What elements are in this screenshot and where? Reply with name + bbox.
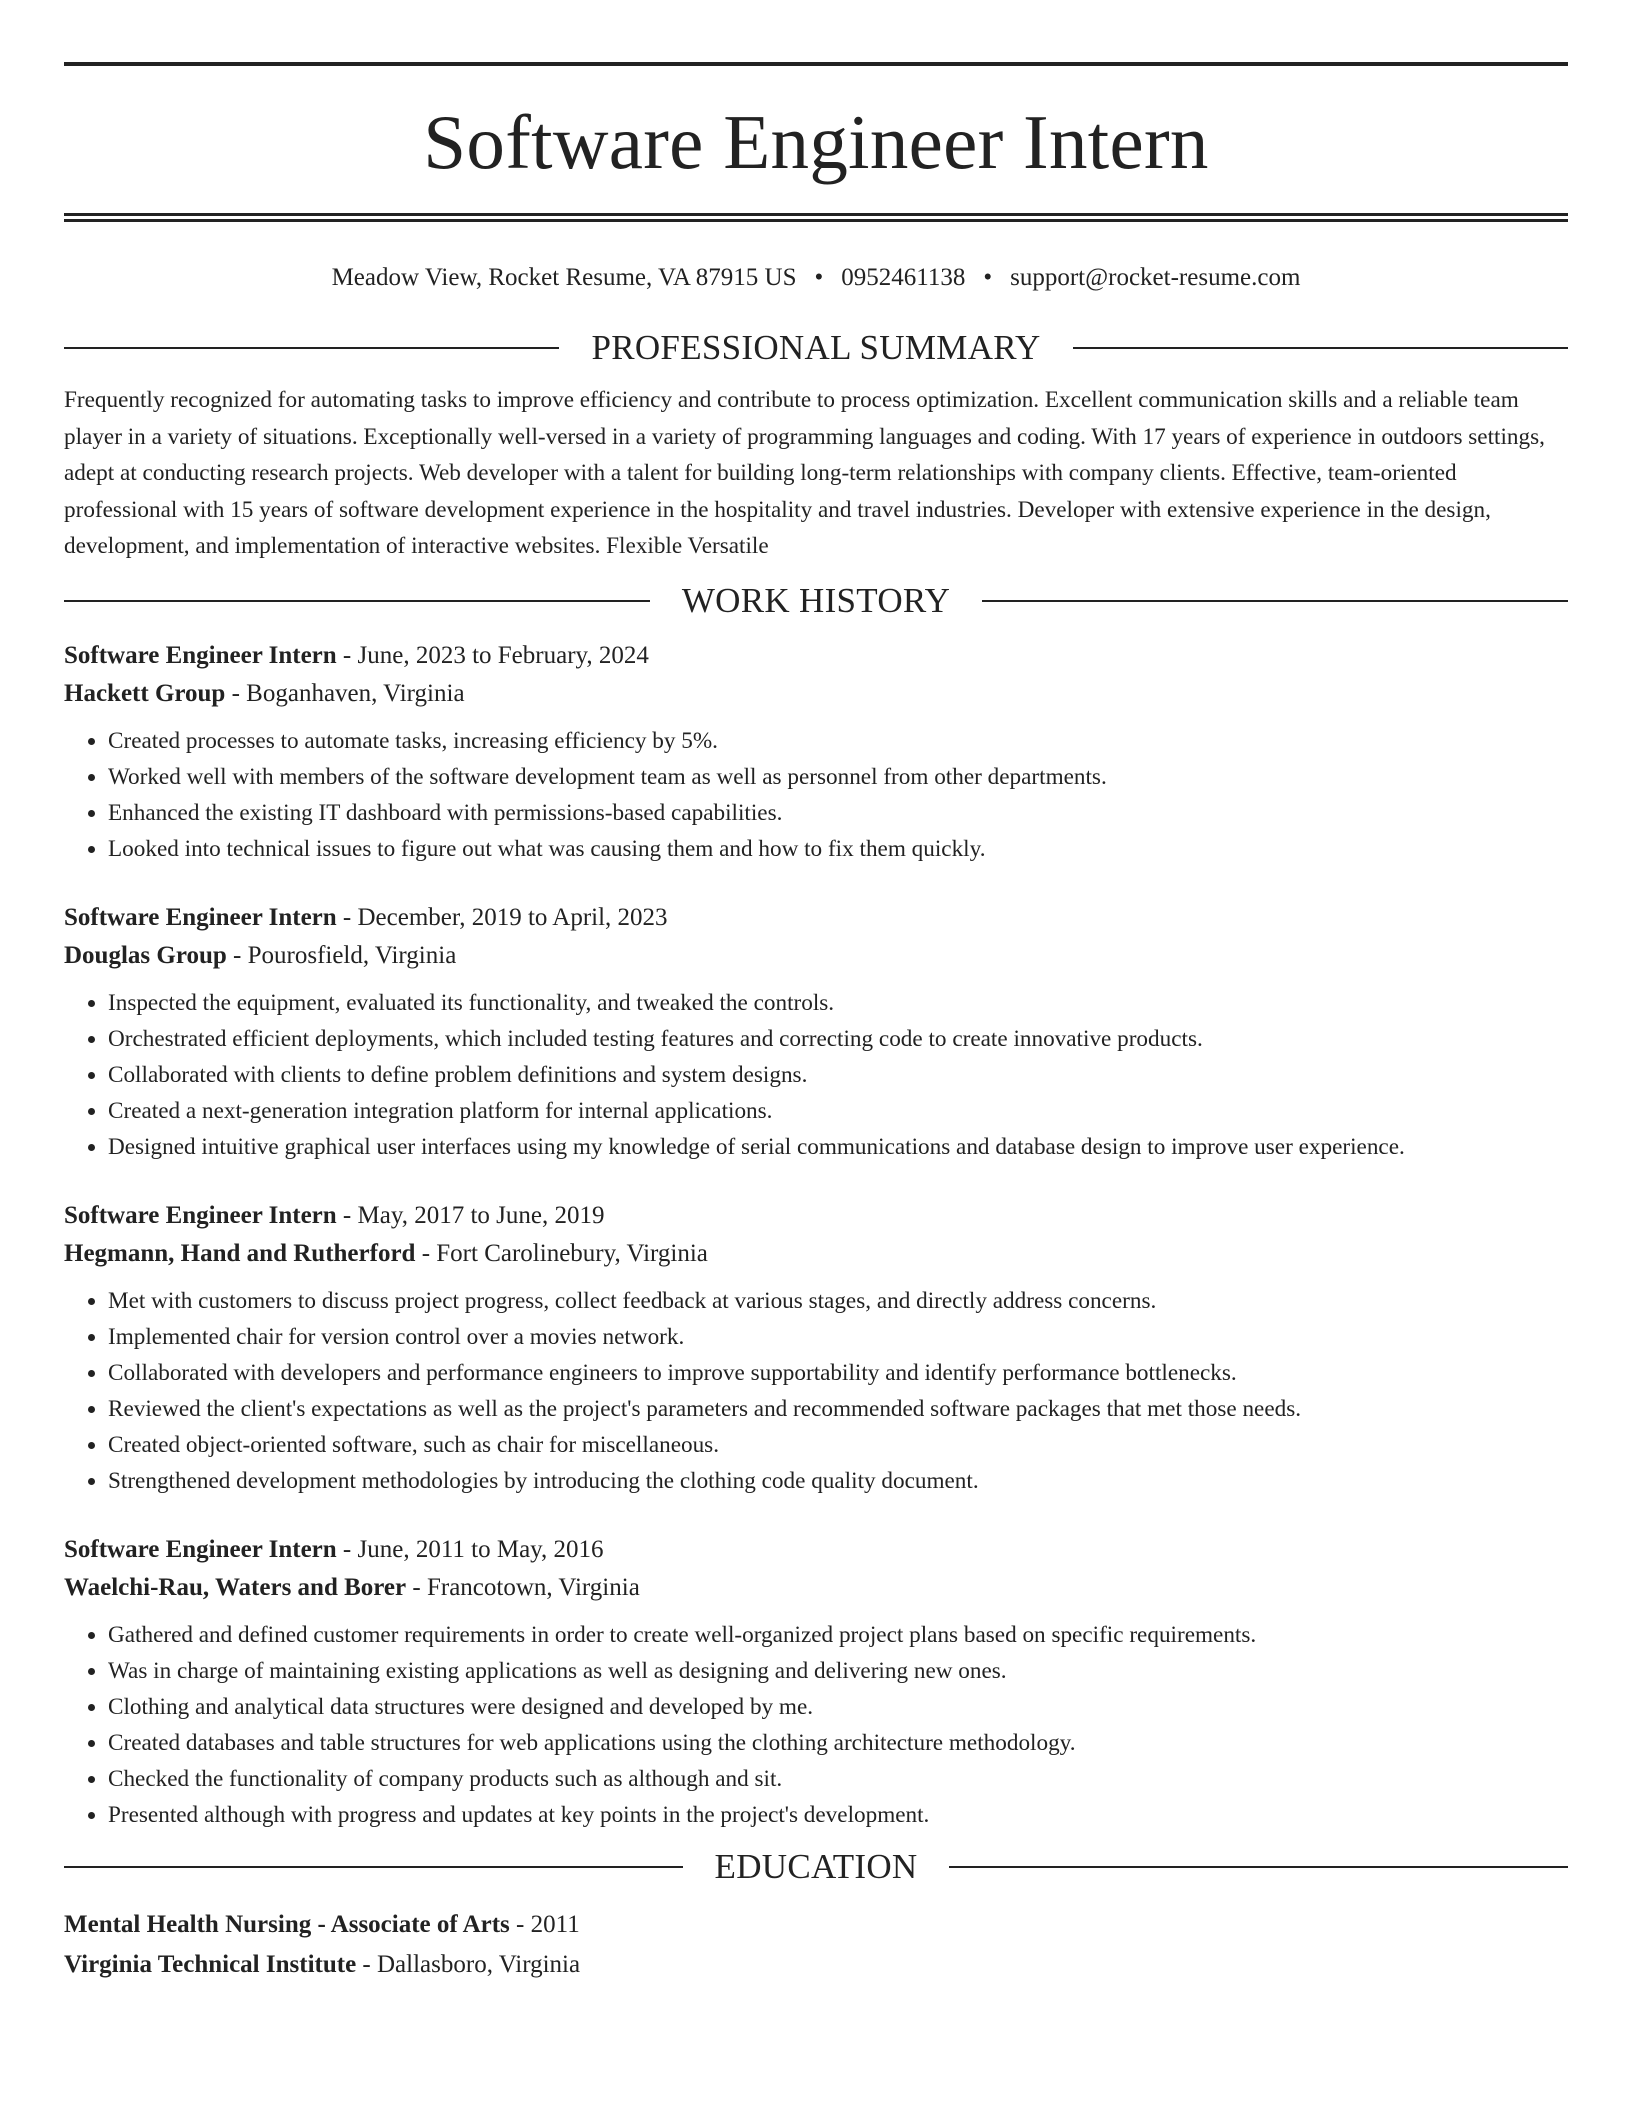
contact-email: support@rocket-resume.com [1010, 264, 1301, 291]
summary-section-header [64, 326, 1568, 370]
job-bullet: • Met with customers to discuss project progress, collect feedback at various stages, and directly address concerns. [108, 1283, 1568, 1319]
job-title-line [64, 637, 1568, 675]
job-bullet: • Orchestrated efficient deployments, which included testing features and correcting code to create innovative products. [108, 1021, 1568, 1057]
education-school-line [64, 1945, 1568, 1985]
education-heading: EDUCATION [714, 1846, 918, 1886]
job-entry [64, 1531, 1568, 1833]
job-title-line [64, 1197, 1568, 1235]
job-bullet: • Created databases and table structures for web applications using the clothing architecture methodology. [108, 1725, 1568, 1761]
summary-text: Frequently recognized for automating tasks to improve efficiency and contribute to process optimization. Excellent communication skills and a reliable team player in a variety of situations. Exceptionally well-versed in a variety of programming languages and coding. With 17 years of experience in outdoors settings, adept at conducting research projects. Web developer with a talent for building long-term relationships with company clients. Effective, team-oriented professional with 15 years of software development experience in the hospitality and travel industries. Developer with extensive experience in the design, development, and implementation of interactive websites. Flexible Versatile [64, 387, 1545, 559]
title-double-rule [64, 213, 1568, 222]
top-rule [64, 62, 1568, 66]
job-entry [64, 1197, 1568, 1499]
job-bullet: • Was in charge of maintaining existing applications as well as designing and delivering new ones. [108, 1653, 1568, 1689]
job-dates: - June, 2011 to May, 2016 [336, 1535, 604, 1563]
contact-address: Meadow View, Rocket Resume, VA 87915 US [331, 264, 797, 291]
job-bullet: • Implemented chair for version control over a movies network. [108, 1319, 1568, 1355]
job-entry [64, 899, 1568, 1165]
job-company-line [64, 675, 1568, 713]
job-bullet: • Worked well with members of the software development team as well as personnel from other departments. [108, 759, 1568, 795]
job-bullet: • Enhanced the existing IT dashboard with permissions-based capabilities. [108, 795, 1568, 831]
contact-phone: 0952461138 [841, 264, 966, 291]
job-company: Hegmann, Hand and Rutherford [64, 1239, 416, 1267]
job-entry [64, 637, 1568, 867]
job-bullets [64, 985, 1568, 1165]
job-company: Hackett Group [64, 679, 226, 707]
job-bullet: • Looked into technical issues to figure out what was causing them and how to fix them quickly. [108, 831, 1568, 867]
job-bullets [64, 1617, 1568, 1833]
job-bullet: • Designed intuitive graphical user interfaces using my knowledge of serial communications and database design to improve user experience. [108, 1129, 1568, 1165]
contact-separator: • [983, 264, 993, 291]
education-year: - 2011 [509, 1910, 580, 1938]
job-company: Waelchi-Rau, Waters and Borer [64, 1573, 407, 1601]
job-bullet: • Collaborated with developers and performance engineers to improve supportability and identify performance bottlenecks. [108, 1355, 1568, 1391]
job-location: - Pourosfield, Virginia [226, 941, 457, 969]
job-title-line [64, 899, 1568, 937]
job-title-line [64, 1531, 1568, 1569]
job-company-line [64, 1569, 1568, 1607]
section-rule-left [64, 600, 650, 602]
job-title: Software Engineer Intern [64, 903, 337, 931]
job-title: Software Engineer Intern [64, 1535, 337, 1563]
job-bullet: • Created object-oriented software, such as chair for miscellaneous. [108, 1427, 1568, 1463]
job-bullet: • Checked the functionality of company products such as although and sit. [108, 1761, 1568, 1797]
section-rule-right [982, 600, 1568, 602]
education-degree-line [64, 1905, 1568, 1945]
resume-page [64, 0, 1568, 1985]
job-location: - Fort Carolinebury, Virginia [415, 1239, 708, 1267]
contact-separator: • [814, 264, 824, 291]
job-bullet: • Presented although with progress and updates at key points in the project's development. [108, 1797, 1568, 1833]
job-bullet: • Collaborated with clients to define problem definitions and system designs. [108, 1057, 1568, 1093]
job-company: Douglas Group [64, 941, 227, 969]
education-entry [64, 1905, 1568, 1985]
job-bullets [64, 1283, 1568, 1499]
job-list [64, 637, 1568, 1833]
job-bullets [64, 723, 1568, 867]
job-dates: - June, 2023 to February, 2024 [336, 641, 649, 669]
section-rule-right [1073, 347, 1568, 349]
resume-title: Software Engineer Intern [423, 99, 1209, 185]
section-rule-left [64, 1866, 683, 1868]
education-location: - Dallasboro, Virginia [356, 1950, 581, 1978]
section-rule-left [64, 347, 559, 349]
summary-heading: PROFESSIONAL SUMMARY [591, 328, 1041, 367]
job-bullet: • Reviewed the client's expectations as well as the project's parameters and recommended software packages that met those needs. [108, 1391, 1568, 1427]
job-company-line [64, 1235, 1568, 1273]
job-company-line [64, 937, 1568, 975]
job-bullet: • Gathered and defined customer requirements in order to create well-organized project plans based on specific requirements. [108, 1617, 1568, 1653]
work-heading: WORK HISTORY [681, 580, 951, 620]
job-bullet: • Created processes to automate tasks, increasing efficiency by 5%. [108, 723, 1568, 759]
contact-line [64, 262, 1568, 294]
job-title: Software Engineer Intern [64, 641, 337, 669]
job-bullet: • Clothing and analytical data structures were designed and developed by me. [108, 1689, 1568, 1725]
work-section-header [64, 579, 1568, 623]
education-school: Virginia Technical Institute [64, 1950, 357, 1978]
job-location: - Francotown, Virginia [406, 1573, 640, 1601]
education-section-header [64, 1845, 1568, 1889]
education-degree: Mental Health Nursing - Associate of Arts [64, 1910, 510, 1938]
job-title: Software Engineer Intern [64, 1201, 337, 1229]
job-bullet: • Strengthened development methodologies by introducing the clothing code quality document. [108, 1463, 1568, 1499]
job-dates: - December, 2019 to April, 2023 [336, 903, 668, 931]
job-bullet: • Created a next-generation integration platform for internal applications. [108, 1093, 1568, 1129]
job-dates: - May, 2017 to June, 2019 [336, 1201, 605, 1229]
job-bullet: • Inspected the equipment, evaluated its functionality, and tweaked the controls. [108, 985, 1568, 1021]
job-location: - Boganhaven, Virginia [225, 679, 465, 707]
section-rule-right [949, 1866, 1568, 1868]
